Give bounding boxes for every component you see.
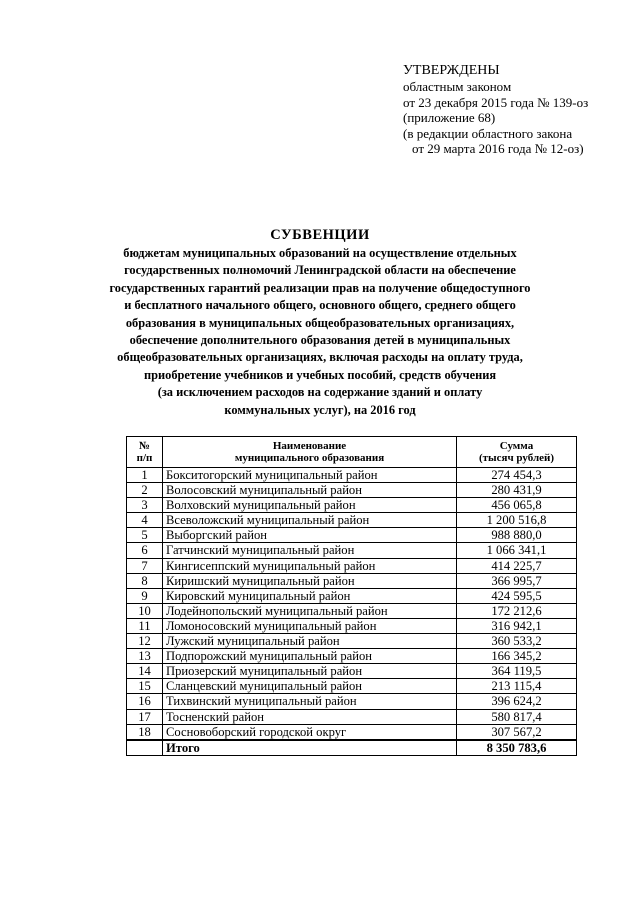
row-sum: 414 225,7: [457, 558, 577, 573]
subtitle-line: (за исключением расходов на содержание зданий и оплату: [157, 385, 483, 400]
approval-title: УТВЕРЖДЕНЫ: [403, 63, 500, 78]
row-number: 18: [127, 724, 163, 740]
table-row: [127, 513, 577, 528]
table-body: [127, 468, 577, 740]
subtitle-line: государственных полномочий Ленинградской области на обеспечение: [124, 263, 516, 278]
row-number: 2: [127, 483, 163, 498]
header-number-line2: п/п: [136, 452, 153, 464]
row-municipality: Тихвинский муниципальный район: [163, 694, 457, 709]
row-number: 15: [127, 679, 163, 694]
subtitle-line: и бесплатного начального общего, основного общего, среднего общего: [124, 298, 516, 313]
table-row: [127, 468, 577, 483]
approval-line-edition-date: от 29 марта 2016 года № 12-оз): [412, 141, 584, 156]
approval-line-edition: (в редакции областного закона: [403, 125, 573, 141]
table-row: [127, 679, 577, 694]
row-municipality: Приозерский муниципальный район: [163, 664, 457, 679]
row-number: 6: [127, 543, 163, 558]
table-row: [127, 543, 577, 558]
table-row: [127, 709, 577, 724]
table-row: [127, 724, 577, 740]
approval-line-law: областным законом: [403, 79, 512, 94]
row-sum: 307 567,2: [457, 724, 577, 740]
row-number: 17: [127, 709, 163, 724]
table-row: [127, 603, 577, 618]
row-municipality: Всеволожский муниципальный район: [163, 513, 457, 528]
row-municipality: Лужский муниципальный район: [163, 634, 457, 649]
subtitle-line: государственных гарантий реализации прав на получение общедоступного: [109, 280, 531, 295]
header-number-line1: №: [138, 439, 151, 452]
approval-line-appendix: (приложение 68): [403, 110, 496, 125]
total-sum: 8 350 783,6: [457, 740, 577, 756]
row-sum: 366 995,7: [457, 573, 577, 588]
subtitle-line: бюджетам муниципальных образований на осуществление отдельных: [123, 246, 517, 260]
row-number: 16: [127, 694, 163, 709]
table-row: [127, 558, 577, 573]
subtitle-line: приобретение учебников и учебных пособий, средств обучения: [143, 367, 497, 382]
row-sum: 396 624,2: [457, 694, 577, 709]
table-row: [127, 573, 577, 588]
table-row: [127, 618, 577, 633]
row-municipality: Ломоносовский муниципальный район: [163, 618, 457, 633]
row-sum: 213 115,4: [457, 679, 577, 694]
row-sum: 280 431,9: [457, 483, 577, 498]
row-municipality: Сосновоборский городской округ: [163, 724, 457, 740]
row-number: 3: [127, 498, 163, 513]
row-sum: 1 200 516,8: [457, 513, 577, 528]
header-sum-line1: Сумма: [499, 439, 534, 452]
table-row: [127, 664, 577, 679]
row-sum: 1 066 341,1: [457, 543, 577, 558]
row-number: 14: [127, 664, 163, 679]
table-row: [127, 588, 577, 603]
row-number: 11: [127, 618, 163, 633]
table-row: [127, 649, 577, 664]
table-header-row: [127, 437, 577, 468]
row-municipality: Подпорожский муниципальный район: [163, 649, 457, 664]
row-sum: 364 119,5: [457, 664, 577, 679]
row-sum: 360 533,2: [457, 634, 577, 649]
row-sum: 166 345,2: [457, 649, 577, 664]
approval-line-date: от 23 декабря 2015 года № 139-оз: [403, 94, 589, 110]
row-sum: 172 212,6: [457, 603, 577, 618]
document-title: СУБВЕНЦИИ: [270, 227, 370, 243]
row-number: 5: [127, 528, 163, 543]
row-sum: 316 942,1: [457, 618, 577, 633]
header-number: [127, 437, 163, 468]
row-municipality: Кировский муниципальный район: [163, 588, 457, 603]
row-number: 9: [127, 588, 163, 603]
table-row: [127, 634, 577, 649]
row-sum: 580 817,4: [457, 709, 577, 724]
row-municipality: Кингисеппский муниципальный район: [163, 558, 457, 573]
header-name-line1: Наименование: [272, 439, 347, 452]
document-heading: [80, 226, 560, 419]
subtitle-line: обеспечение дополнительного образования детей в муниципальных: [129, 333, 511, 348]
row-sum: 456 065,8: [457, 498, 577, 513]
header-sum: [457, 437, 577, 468]
row-sum: 988 880,0: [457, 528, 577, 543]
document-subtitle: [80, 245, 560, 419]
row-number: 8: [127, 573, 163, 588]
subtitle-line: коммунальных услуг), на 2016 год: [224, 402, 416, 417]
table-row: [127, 694, 577, 709]
subventions-table: [126, 436, 577, 756]
row-number: 4: [127, 513, 163, 528]
row-municipality: Бокситогорский муниципальный район: [163, 468, 457, 483]
header-sum-line2: (тысяч рублей): [478, 452, 555, 464]
table-row: [127, 483, 577, 498]
header-name: [163, 437, 457, 468]
row-number: 13: [127, 649, 163, 664]
table-row: [127, 528, 577, 543]
row-municipality: Сланцевский муниципальный район: [163, 679, 457, 694]
row-sum: 274 454,3: [457, 468, 577, 483]
row-municipality: Лодейнопольский муниципальный район: [163, 603, 457, 618]
total-label: Итого: [163, 740, 457, 756]
row-municipality: Выборгский район: [163, 528, 457, 543]
row-municipality: Тосненский район: [163, 709, 457, 724]
row-number: 10: [127, 603, 163, 618]
table-row: [127, 498, 577, 513]
total-row: [127, 740, 577, 756]
row-number: 1: [127, 468, 163, 483]
row-number: 7: [127, 558, 163, 573]
row-municipality: Волосовский муниципальный район: [163, 483, 457, 498]
subtitle-line: образования в муниципальных общеобразовательных организациях,: [125, 315, 515, 330]
row-number: 12: [127, 634, 163, 649]
row-municipality: Гатчинский муниципальный район: [163, 543, 457, 558]
approval-block: [403, 62, 588, 157]
subtitle-line: общеобразовательных организациях, включая расходы на оплату труда,: [117, 350, 523, 365]
header-name-line2: муниципального образования: [234, 452, 385, 464]
row-municipality: Киришский муниципальный район: [163, 573, 457, 588]
row-municipality: Волховский муниципальный район: [163, 498, 457, 513]
total-num-cell: [127, 740, 163, 756]
row-sum: 424 595,5: [457, 588, 577, 603]
